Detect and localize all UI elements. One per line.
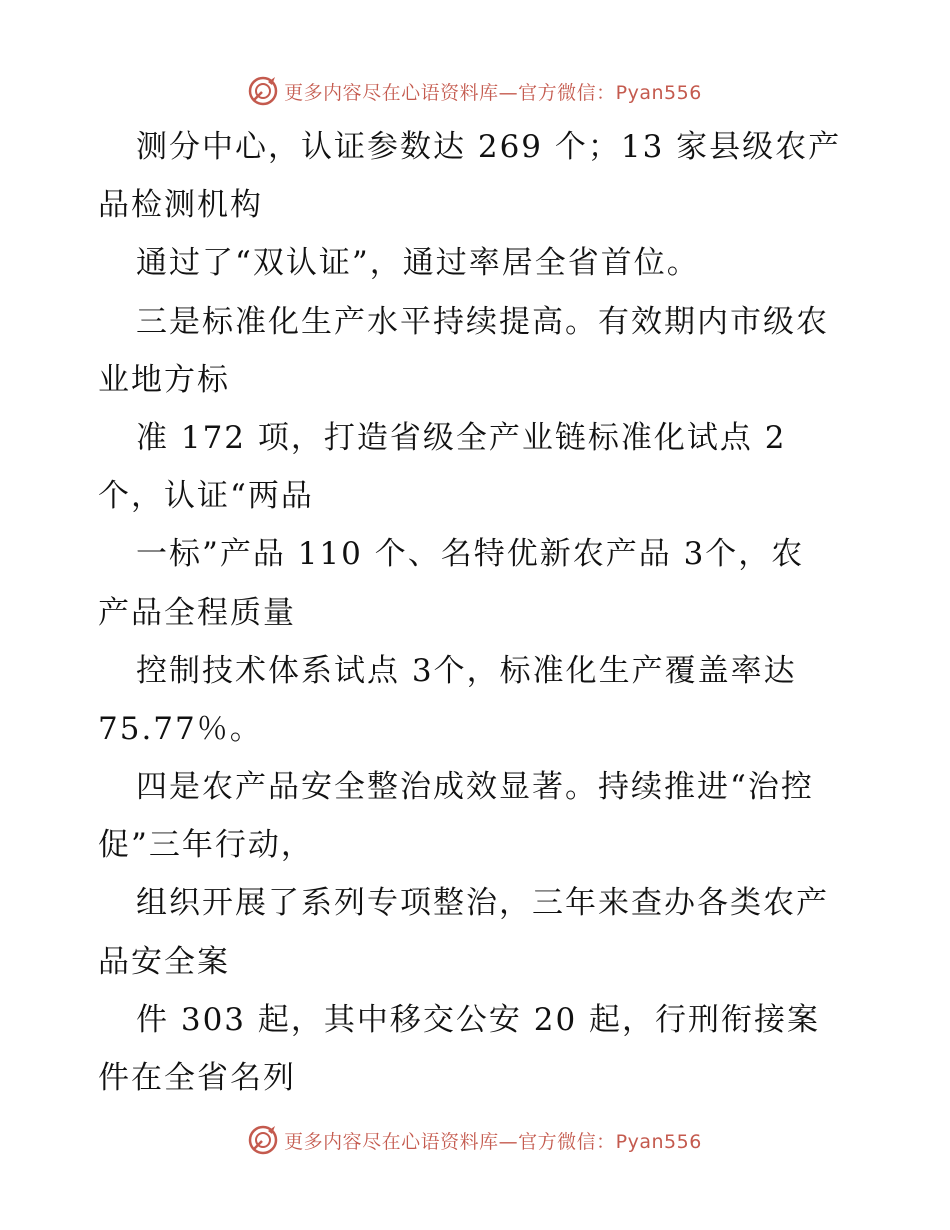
text-line: 促”三年行动， bbox=[98, 827, 314, 864]
text-line: 通过了“双认证”，通过率居全省首位。 bbox=[136, 245, 700, 282]
text-line: 四是农产品安全整治成效显著。持续推进“治控 bbox=[136, 769, 814, 806]
brand-logo-icon bbox=[248, 1125, 278, 1155]
text-line: 一标”产品 110 个、名特优新农产品 3个，农 bbox=[136, 536, 805, 573]
text-line: 三是标准化生产水平持续提高。有效期内市级农 bbox=[136, 303, 829, 340]
brand-logo-icon bbox=[248, 76, 278, 106]
text-line: 产品全程质量 bbox=[98, 594, 296, 631]
footer-banner bbox=[0, 1120, 950, 1160]
header-banner-text: 更多内容尽在心语资料库—官方微信：Pyan556 bbox=[284, 81, 702, 104]
text-line: 业地方标 bbox=[98, 361, 230, 398]
text-line: 品检测机构 bbox=[98, 187, 263, 224]
text-line: 个，认证“两品 bbox=[98, 478, 314, 515]
footer-banner-text: 更多内容尽在心语资料库—官方微信：Pyan556 bbox=[284, 1130, 702, 1153]
text-line: 件 303 起，其中移交公安 20 起，行刑衔接案 bbox=[136, 1001, 821, 1038]
document-body bbox=[98, 118, 858, 1107]
text-line: 控制技术体系试点 3个，标准化生产覆盖率达 bbox=[136, 652, 797, 689]
text-line: 组织开展了系列专项整治，三年来查办各类农产 bbox=[136, 885, 829, 922]
text-line: 品安全案 bbox=[98, 943, 230, 980]
text-line: 件在全省名列 bbox=[98, 1060, 296, 1096]
text-line: 75.77％。 bbox=[98, 710, 263, 747]
header-banner bbox=[0, 71, 950, 111]
text-line: 测分中心，认证参数达 269 个；13 家县级农产 bbox=[136, 129, 842, 165]
text-line: 准 172 项，打造省级全产业链标准化试点 2 bbox=[136, 419, 787, 456]
